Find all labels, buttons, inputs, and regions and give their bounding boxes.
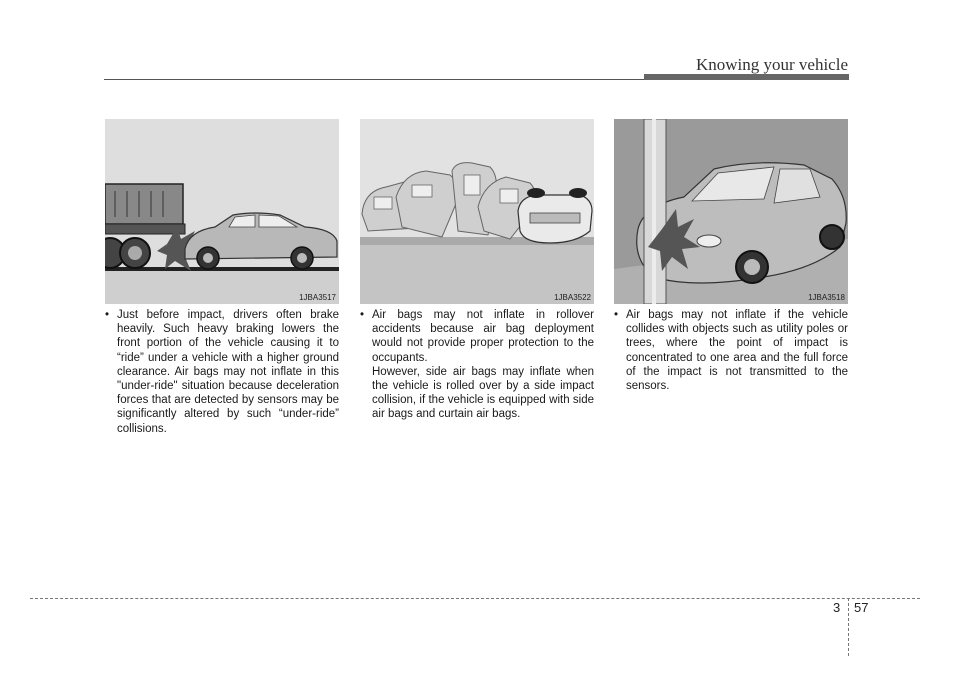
figure-under-ride	[105, 119, 339, 304]
pole-impact-illustration	[614, 119, 848, 304]
paragraph-side-airbags: However, side air bags may inflate when the vehicle is rolled over by a side impact collision, if the vehicle is equipped with side air bags and curtain air bags.	[372, 365, 594, 421]
rollover-illustration	[360, 119, 594, 304]
page-number: 57	[854, 600, 869, 615]
bullet-under-ride: • Just before impact, drivers often brake heavily. Such heavy braking lowers the front portion of the vehicle causing it to “ride” under a vehicle with a higher ground clearance. Air bags may not inflate in this "under-ride" situation because deceleration forces that are detected by sensors may be significantly altered by such “under-ride” collisions.	[105, 308, 339, 436]
bullet-rollover: • Air bags may not inflate in rollover accidents because air bag deployment would not provide proper protection to the occupants.	[360, 308, 594, 365]
figure-code: 1JBA3522	[554, 293, 591, 302]
chapter-number: 3	[833, 600, 841, 615]
bullet-pole-impact: • Air bags may not inflate if the vehicle collides with objects such as utility poles or trees, where the point of impact is concentrated to one area and the full force of the impact is not transmitted to the sensors.	[614, 308, 848, 393]
figure-code: 1JBA3517	[299, 293, 336, 302]
text-column-3	[614, 308, 848, 393]
figure-code: 1JBA3518	[808, 293, 845, 302]
figure-pole-impact	[614, 119, 848, 304]
running-header: Knowing your vehicle	[695, 55, 848, 74]
footer-divider	[848, 598, 849, 656]
figure-rollover	[360, 119, 594, 304]
text-column-2	[360, 308, 594, 422]
footer-rule	[30, 598, 920, 599]
header-accent-bar	[644, 74, 849, 80]
text-column-1	[105, 308, 339, 436]
under-ride-illustration	[105, 119, 339, 304]
